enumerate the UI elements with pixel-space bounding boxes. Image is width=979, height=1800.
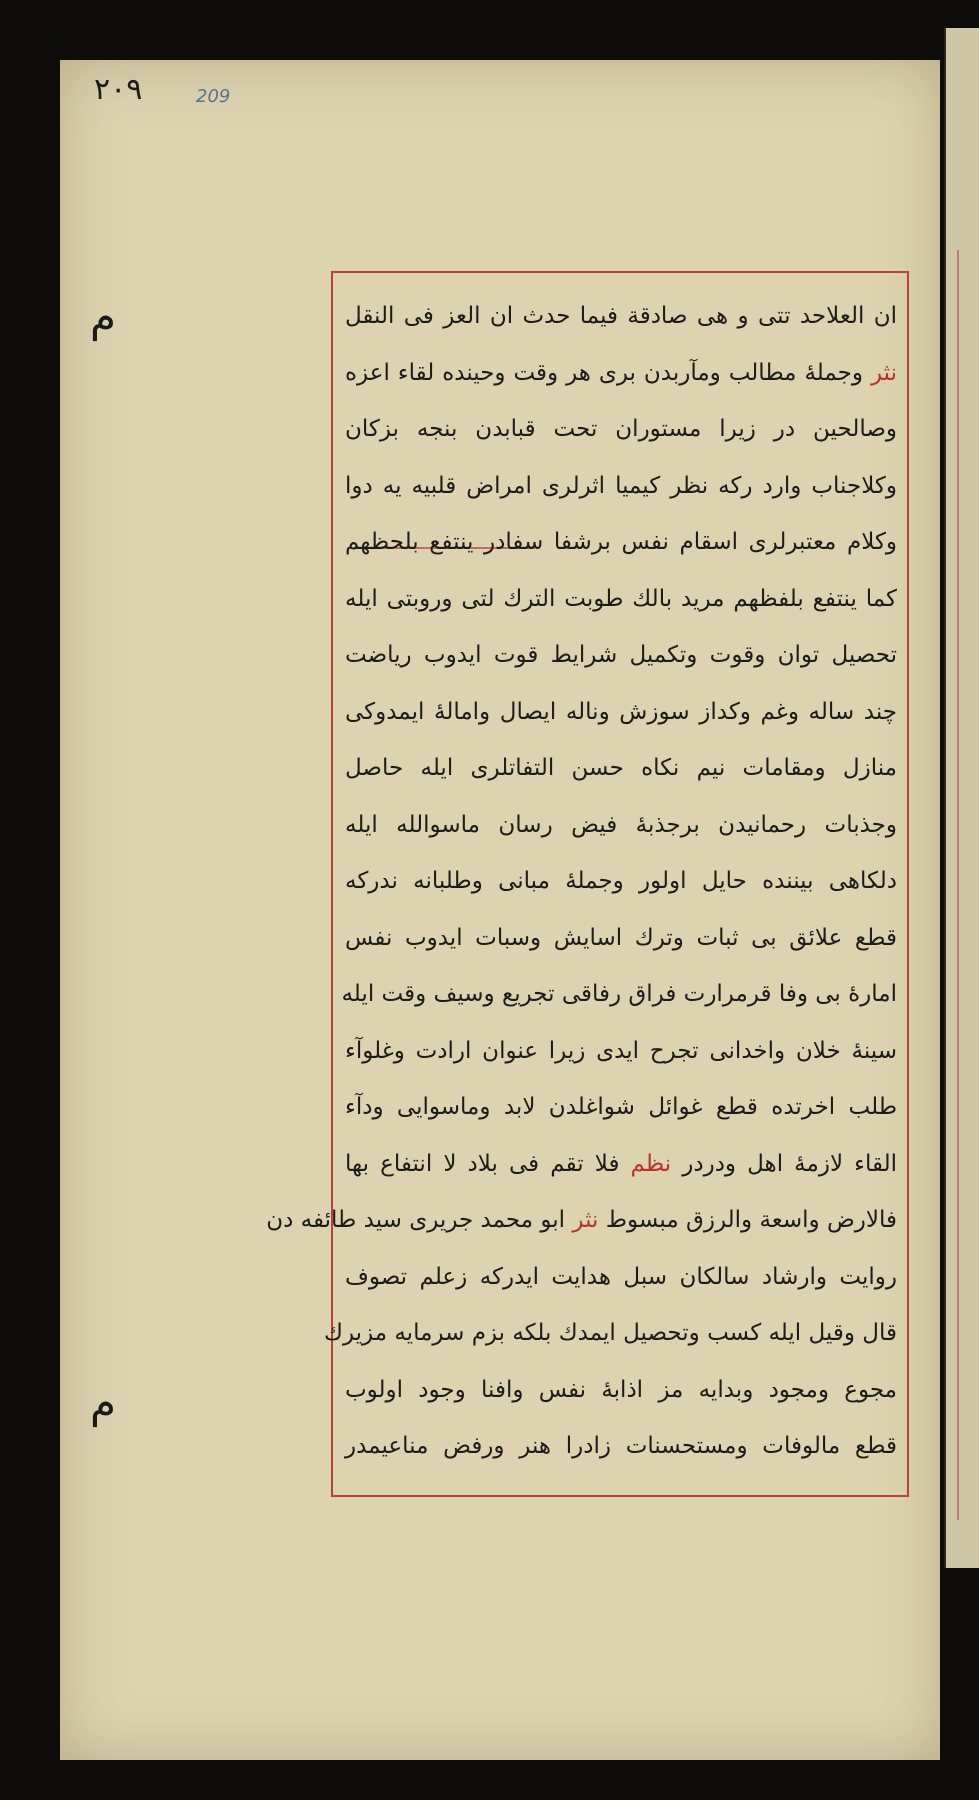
line-text: فلا تقم فى بلاد لا انتفاع بها xyxy=(345,1150,620,1177)
text-line xyxy=(345,1023,897,1079)
line-text: ابو محمد جريرى سيد طائفه دن xyxy=(266,1207,566,1233)
rubric-word: نظم xyxy=(630,1150,672,1177)
line-text: وجملهٔ مطالب ومآربدن برى هر وقت وحينده لقاء اعزه xyxy=(345,359,864,386)
line-text: قطع مالوفات ومستحسنات زادرا هنر ورفض مناعيمدر xyxy=(345,1433,897,1459)
line-text: وكلام معتبرلرى اسقام نفس برشفا سفادر ينتفع بلحظهم xyxy=(345,529,897,555)
line-text: تحصيل توان وقوت وتكميل شرايط قوت ايدوب رياضت xyxy=(345,642,897,668)
line-text: القاء لازمهٔ اهل ودردر xyxy=(682,1150,898,1177)
text-line xyxy=(345,458,897,514)
line-text: چند ساله وغم وكداز سوزش وناله ايصال وامالهٔ ايمدوكى xyxy=(345,698,897,725)
adjacent-leaf-edge xyxy=(944,28,979,1568)
text-line xyxy=(345,1136,897,1192)
adjacent-leaf-rule xyxy=(957,250,959,1520)
text-line xyxy=(345,910,897,966)
line-text: امارهٔ بى وفا قرمرارت فراق رفاقى تجريع وسيف وقت ايله xyxy=(341,981,897,1007)
margin-mark-bottom: م xyxy=(90,1378,117,1427)
line-text: دلكاهى بيننده حايل اولور وجملهٔ مبانى وطلبانه ندركه xyxy=(345,868,897,894)
rubric-word: نثر xyxy=(572,1207,599,1233)
line-text: روايت وارشاد سالكان سبل هدايت ايدركه زعلم تصوف xyxy=(345,1263,897,1290)
line-text: سينهٔ خلان واخدانى تجرح ايدى زيرا عنوان ارادت وغلوآء xyxy=(345,1037,897,1064)
line-text: ان العلاحد تتى و هى صادقة فيما حدث ان العز فى النقل xyxy=(345,303,897,329)
margin-mark-top: م xyxy=(90,292,117,341)
line-text: وصالحين در زيرا مستوران تحت قبابدن بنجه بزكان xyxy=(345,416,897,442)
line-text: مجوع ومجود وبدايه مز اذابهٔ نفس وافنا وجود اولوب xyxy=(345,1376,897,1403)
text-line xyxy=(345,571,897,627)
rubric-word: نثر xyxy=(870,359,898,386)
text-block xyxy=(266,288,898,1488)
text-line xyxy=(345,401,897,457)
text-line xyxy=(345,288,897,344)
line-text: فالارض واسعة والرزق مبسوط xyxy=(605,1207,897,1233)
line-text: منازل ومقامات نيم نكاه حسن التفاتلرى ايله حاصل xyxy=(345,755,897,781)
line-text: كما ينتفع بلفظهم مريد بالك طوبت الترك لتى وروبتى ايله xyxy=(345,585,897,612)
line-text: وجذبات رحمانيدن برجذبهٔ فيض رسان ماسوالله ايله xyxy=(345,811,897,838)
line-text: قال وقيل ايله كسب وتحصيل ايمدك بلكه بزم سرمايه مزيرك xyxy=(323,1320,897,1346)
line-text: وكلاجناب وارد ركه نظر كيميا اثرلرى امراض قلبيه يه دوا xyxy=(345,472,897,499)
text-line xyxy=(345,1418,897,1474)
text-line xyxy=(345,797,897,853)
text-line xyxy=(345,1249,897,1305)
text-line xyxy=(345,627,897,683)
line-text: طلب اخرتده قطع غوائل شواغلدن لابد وماسوايى ودآء xyxy=(345,1094,897,1120)
text-line xyxy=(323,1305,897,1361)
text-line xyxy=(345,684,897,740)
text-line xyxy=(266,1192,897,1248)
folio-number: ٢٠٩ xyxy=(94,72,143,107)
text-line xyxy=(345,853,897,909)
text-line xyxy=(345,514,897,570)
text-line xyxy=(345,1362,897,1418)
text-line xyxy=(345,345,897,401)
line-text: قطع علائق بى ثبات وترك اسايش وسبات ايدوب نفس xyxy=(345,924,897,951)
text-line xyxy=(345,1079,897,1135)
text-line xyxy=(345,740,897,796)
text-line xyxy=(341,966,897,1022)
pencil-folio-number: 209 xyxy=(196,86,231,107)
